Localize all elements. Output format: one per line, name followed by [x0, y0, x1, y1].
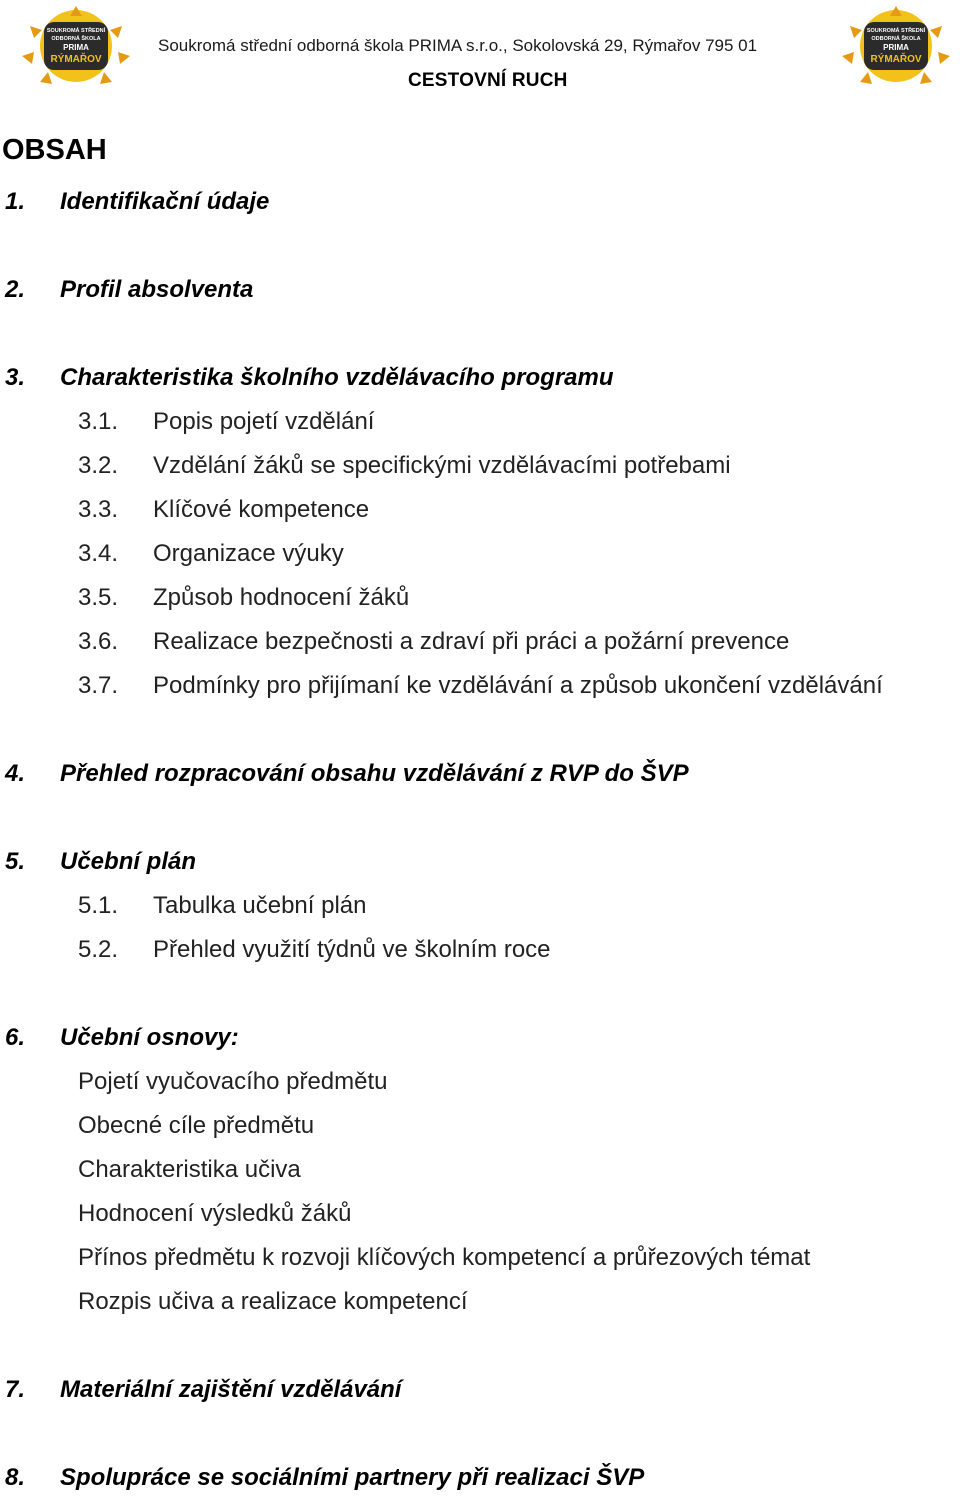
section-title: Spolupráce se sociálními partnery při realizaci ŠVP — [60, 1464, 645, 1491]
subsection-number: 3.5. — [78, 584, 119, 611]
section-title: Přehled rozpracování obsahu vzdělávání z RVP do ŠVP — [60, 760, 689, 787]
section-number: 2. — [5, 276, 26, 303]
section-number: 8. — [5, 1464, 26, 1491]
section-title: Materiální zajištění vzdělávání — [60, 1376, 402, 1403]
school-logo-left — [20, 6, 132, 92]
subsection-number: 3.2. — [78, 452, 119, 479]
section-title: Charakteristika školního vzdělávacího programu — [60, 364, 614, 391]
document-header-title: CESTOVNÍ RUCH — [408, 70, 568, 91]
logo-text-line2: ODBORNÁ ŠKOLA — [51, 36, 101, 42]
toc-item: Rozpis učiva a realizace kompetencí — [78, 1288, 468, 1315]
school-logo-right — [840, 6, 952, 92]
subsection-title: Přehled využití týdnů ve školním roce — [153, 936, 551, 963]
toc-item: Hodnocení výsledků žáků — [78, 1200, 352, 1227]
section-number: 1. — [5, 188, 26, 215]
logo-text-line1: SOUKROMÁ STŘEDNÍ — [866, 28, 926, 34]
logo-text-line4: RÝMAŘOV — [50, 54, 102, 65]
section-number: 5. — [5, 848, 26, 875]
logo-text-line1: SOUKROMÁ STŘEDNÍ — [46, 28, 106, 34]
section-number: 7. — [5, 1376, 26, 1403]
subsection-title: Vzdělání žáků se specifickými vzdělávacími potřebami — [153, 452, 731, 479]
subsection-number: 3.1. — [78, 408, 119, 435]
subsection-title: Klíčové kompetence — [153, 496, 370, 523]
school-address-line: Soukromá střední odborná škola PRIMA s.r.o., Sokolovská 29, Rýmařov 795 01 — [158, 36, 758, 55]
subsection-number: 3.6. — [78, 628, 119, 655]
subsection-number: 5.1. — [78, 892, 119, 919]
subsection-number: 3.4. — [78, 540, 119, 567]
subsection-number: 5.2. — [78, 936, 119, 963]
section-title: Profil absolventa — [60, 276, 254, 303]
section-number: 6. — [5, 1024, 26, 1051]
section-title: Učební osnovy: — [60, 1024, 239, 1051]
section-title: Učební plán — [60, 848, 197, 875]
toc-item: Přínos předmětu k rozvoji klíčových kompetencí a průřezových témat — [78, 1244, 811, 1271]
subsection-title: Realizace bezpečnosti a zdraví při práci a požární prevence — [153, 628, 790, 655]
logo-text-line3: PRIMA — [63, 43, 89, 52]
subsection-number: 3.3. — [78, 496, 119, 523]
section-title: Identifikační údaje — [60, 188, 270, 215]
logo-text-line4: RÝMAŘOV — [870, 54, 922, 65]
section-number: 4. — [5, 760, 26, 787]
toc-item: Obecné cíle předmětu — [78, 1112, 315, 1139]
subsection-title: Popis pojetí vzdělání — [153, 408, 375, 435]
logo-text-line2: ODBORNÁ ŠKOLA — [871, 36, 921, 42]
toc-item: Pojetí vyučovacího předmětu — [78, 1068, 388, 1095]
subsection-title: Podmínky pro přijímaní ke vzdělávání a způsob ukončení vzdělávání — [153, 672, 883, 699]
logo-text-line3: PRIMA — [883, 43, 909, 52]
toc-heading: OBSAH — [2, 134, 107, 166]
subsection-title: Tabulka učební plán — [153, 892, 367, 919]
subsection-title: Způsob hodnocení žáků — [153, 584, 410, 611]
subsection-number: 3.7. — [78, 672, 119, 699]
toc-item: Charakteristika učiva — [78, 1156, 301, 1183]
section-number: 3. — [5, 364, 26, 391]
subsection-title: Organizace výuky — [153, 540, 344, 567]
